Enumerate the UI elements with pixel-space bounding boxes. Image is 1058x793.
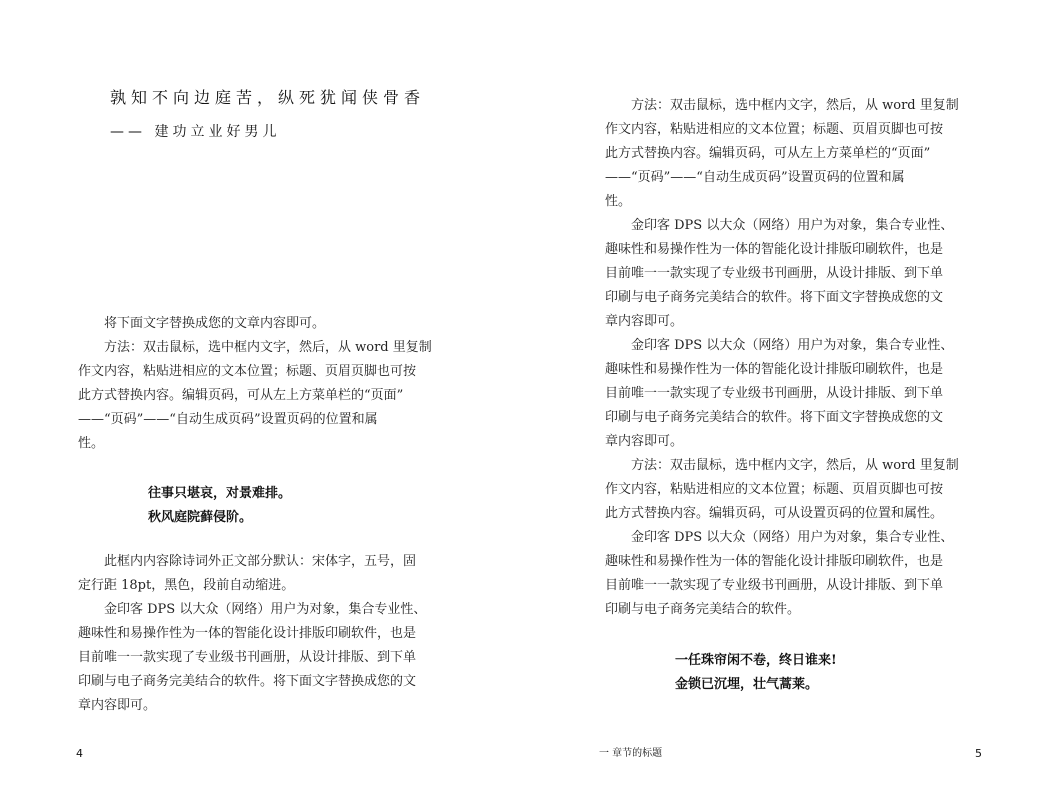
text-line: 目前唯一一款实现了专业级书刊画册，从设计排版、到下单 [605, 578, 944, 593]
text-line: 趣味性和易操作性为一体的智能化设计排版印刷软件，也是 [605, 554, 944, 569]
paragraph [605, 214, 987, 334]
paragraph [605, 454, 987, 526]
text-line: 章内容即可。 [605, 314, 684, 329]
poem-line: 金锁已沉埋，壮气蒿莱。 [675, 677, 819, 692]
body-text-block [78, 550, 458, 718]
chapter-title-footer: 一 章节的标题 [599, 748, 663, 759]
text-line: 作文内容，粘贴进相应的文本位置；标题、页眉页脚也可按 [78, 364, 417, 379]
text-line: 印刷与电子商务完美结合的软件。 [605, 602, 801, 617]
text-line: 金印客 DPS 以大众（网络）用户为对象，集合专业性、 [631, 218, 954, 233]
text-line: 方法：双击鼠标，选中框内文字，然后，从 word 里复制 [104, 340, 432, 355]
poem-block [148, 482, 291, 530]
text-line: 金印客 DPS 以大众（网络）用户为对象，集合专业性、 [631, 338, 954, 353]
text-line: 此方式替换内容。编辑页码，可从左上方菜单栏的“页面” [605, 146, 931, 161]
text-line: 章内容即可。 [78, 698, 157, 713]
text-line: 方法：双击鼠标，选中框内文字，然后，从 word 里复制 [631, 98, 959, 113]
text-line: 此框内内容除诗词外正文部分默认：宋体字，五号，固 [104, 554, 417, 569]
text-line: 性。 [78, 436, 105, 451]
text-line: 将下面文字替换成您的文章内容即可。 [104, 316, 326, 331]
text-line: 趣味性和易操作性为一体的智能化设计排版印刷软件，也是 [78, 626, 417, 641]
text-line: 金印客 DPS 以大众（网络）用户为对象，集合专业性、 [631, 530, 954, 545]
text-line: ——“页码”——“自动生成页码”设置页码的位置和属 [78, 412, 378, 427]
text-line: 目前唯一一款实现了专业级书刊画册，从设计排版、到下单 [605, 266, 944, 281]
paragraph [78, 598, 458, 718]
text-line: 金印客 DPS 以大众（网络）用户为对象，集合专业性、 [104, 602, 427, 617]
text-line: 印刷与电子商务完美结合的软件。将下面文字替换成您的文 [78, 674, 417, 689]
paragraph [78, 336, 458, 456]
text-line: 目前唯一一款实现了专业级书刊画册，从设计排版、到下单 [78, 650, 417, 665]
poem-block [675, 649, 837, 697]
body-text-block [78, 312, 458, 456]
text-line: 此方式替换内容。编辑页码，可从设置页码的位置和属性。 [605, 506, 944, 521]
page-subtitle: —— 建功立业好男儿 [110, 124, 281, 140]
page-number: 4 [76, 747, 83, 760]
text-line: 性。 [605, 194, 632, 209]
paragraph [78, 550, 458, 598]
text-line: 目前唯一一款实现了专业级书刊画册，从设计排版、到下单 [605, 386, 944, 401]
poem-line: 往事只堪哀，对景难排。 [148, 486, 292, 501]
body-text-block [605, 94, 987, 622]
text-line: 定行距 18pt，黑色，段前自动缩进。 [78, 578, 295, 593]
text-line: ——“页码”——“自动生成页码”设置页码的位置和属 [605, 170, 905, 185]
text-line: 作文内容，粘贴进相应的文本位置；标题、页眉页脚也可按 [605, 122, 944, 137]
text-line: 趣味性和易操作性为一体的智能化设计排版印刷软件，也是 [605, 242, 944, 257]
text-line: 印刷与电子商务完美结合的软件。将下面文字替换成您的文 [605, 290, 944, 305]
paragraph [605, 334, 987, 454]
right-page [529, 0, 1058, 793]
text-line: 此方式替换内容。编辑页码，可从左上方菜单栏的“页面” [78, 388, 404, 403]
paragraph [605, 94, 987, 214]
text-line: 章内容即可。 [605, 434, 684, 449]
text-line: 印刷与电子商务完美结合的软件。将下面文字替换成您的文 [605, 410, 944, 425]
text-line: 趣味性和易操作性为一体的智能化设计排版印刷软件，也是 [605, 362, 944, 377]
paragraph [78, 312, 458, 336]
poem-line: 一任珠帘闲不卷，终日谁来! [675, 653, 837, 668]
paragraph [605, 526, 987, 622]
poem-line: 秋风庭院藓侵阶。 [148, 510, 253, 525]
text-line: 作文内容，粘贴进相应的文本位置；标题、页眉页脚也可按 [605, 482, 944, 497]
page-number: 5 [975, 747, 982, 760]
text-line: 方法：双击鼠标，选中框内文字，然后，从 word 里复制 [631, 458, 959, 473]
page-title: 孰知不向边庭苦，纵死犹闻侠骨香 [110, 88, 426, 107]
